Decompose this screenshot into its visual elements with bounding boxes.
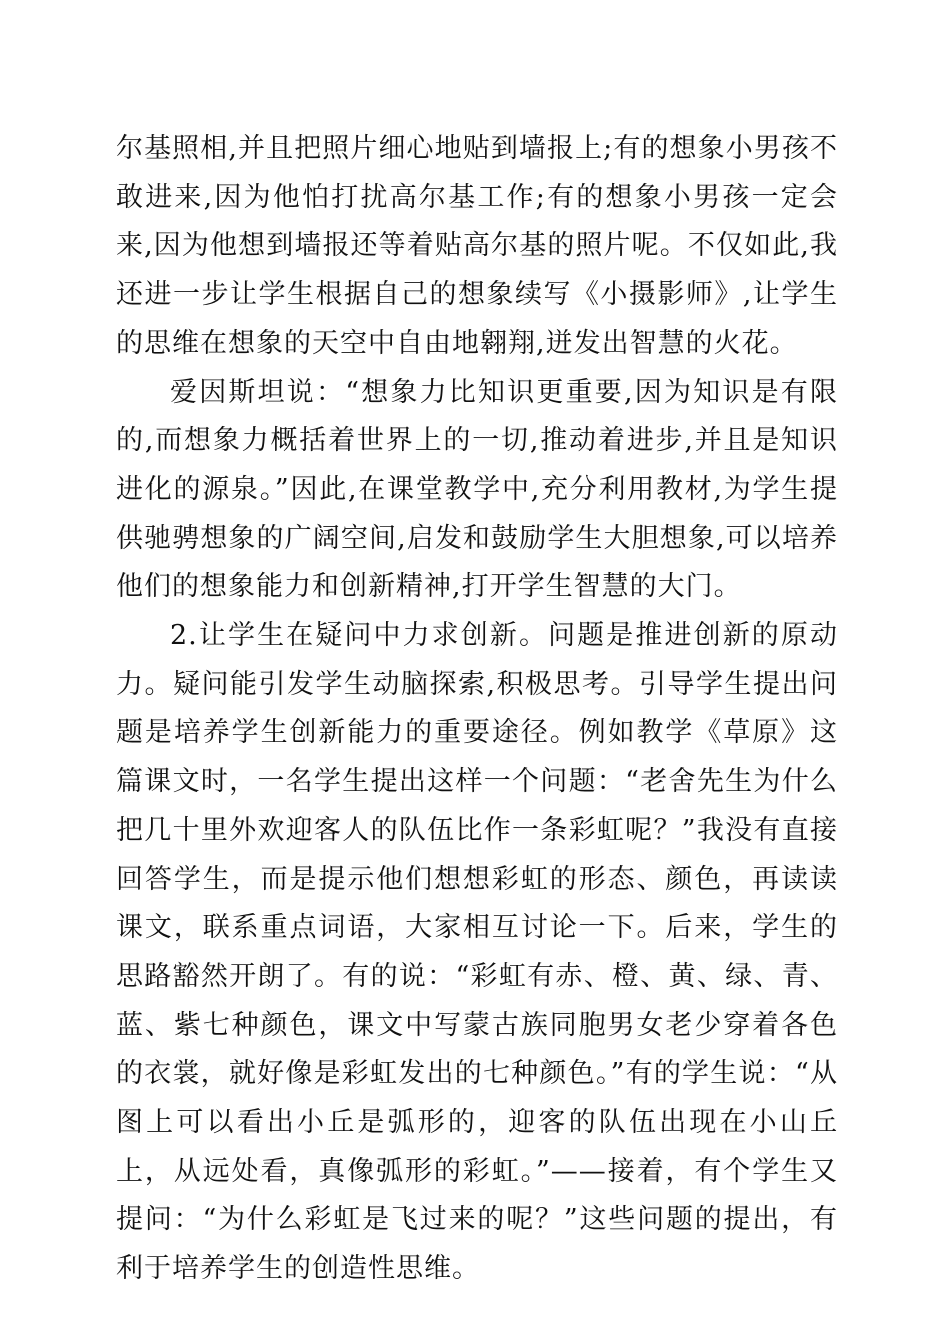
paragraph-einstein-quote: 爱因斯坦说：“想象力比知识更重要,因为知识是有限的,而想象力概括着世界上的一切,推动着进步,并且是知识进化的源泉。”因此,在课堂教学中,充分利用教材,为学生提供驰骋想象的广阔空间,启发和鼓励学生大胆想象,可以培养他们的想象能力和创新精神,打开学生智慧的大门。	[116, 376, 838, 603]
document-page	[116, 125, 838, 1294]
paragraph-continuation: 尔基照相,并且把照片细心地贴到墙报上;有的想象小男孩不敢进来,因为他怕打扰高尔基工作;有的想象小男孩一定会来,因为他想到墙报还等着贴高尔基的照片呢。不仅如此,我还进一步让学生根据自己的想象续写《小摄影师》,让学生的思维在想象的天空中自由地翱翔,迸发出智慧的火花。	[116, 133, 838, 359]
paragraph-section-2: 2.让学生在疑问中力求创新。问题是推进创新的原动力。疑问能引发学生动脑探索,积极思考。引导学生提出问题是培养学生创新能力的重要途径。例如教学《草原》这篇课文时，一名学生提出这样一个问题：“老舍先生为什么把几十里外欢迎客人的队伍比作一条彩虹呢？”我没有直接回答学生，而是提示他们想想彩虹的形态、颜色，再读读课文，联系重点词语，大家相互讨论一下。后来，学生的思路豁然开朗了。有的说：“彩虹有赤、橙、黄、绿、青、蓝、紫七种颜色，课文中写蒙古族同胞男女老少穿着各色的衣裳，就好像是彩虹发出的七种颜色。”有的学生说：“从图上可以看出小丘是弧形的，迎客的队伍出现在小山丘上，从远处看，真像弧形的彩虹。”——接着，有个学生又提问：“为什么彩虹是飞过来的呢？”这些问题的提出，有利于培养学生的创造性思维。	[116, 620, 838, 1285]
